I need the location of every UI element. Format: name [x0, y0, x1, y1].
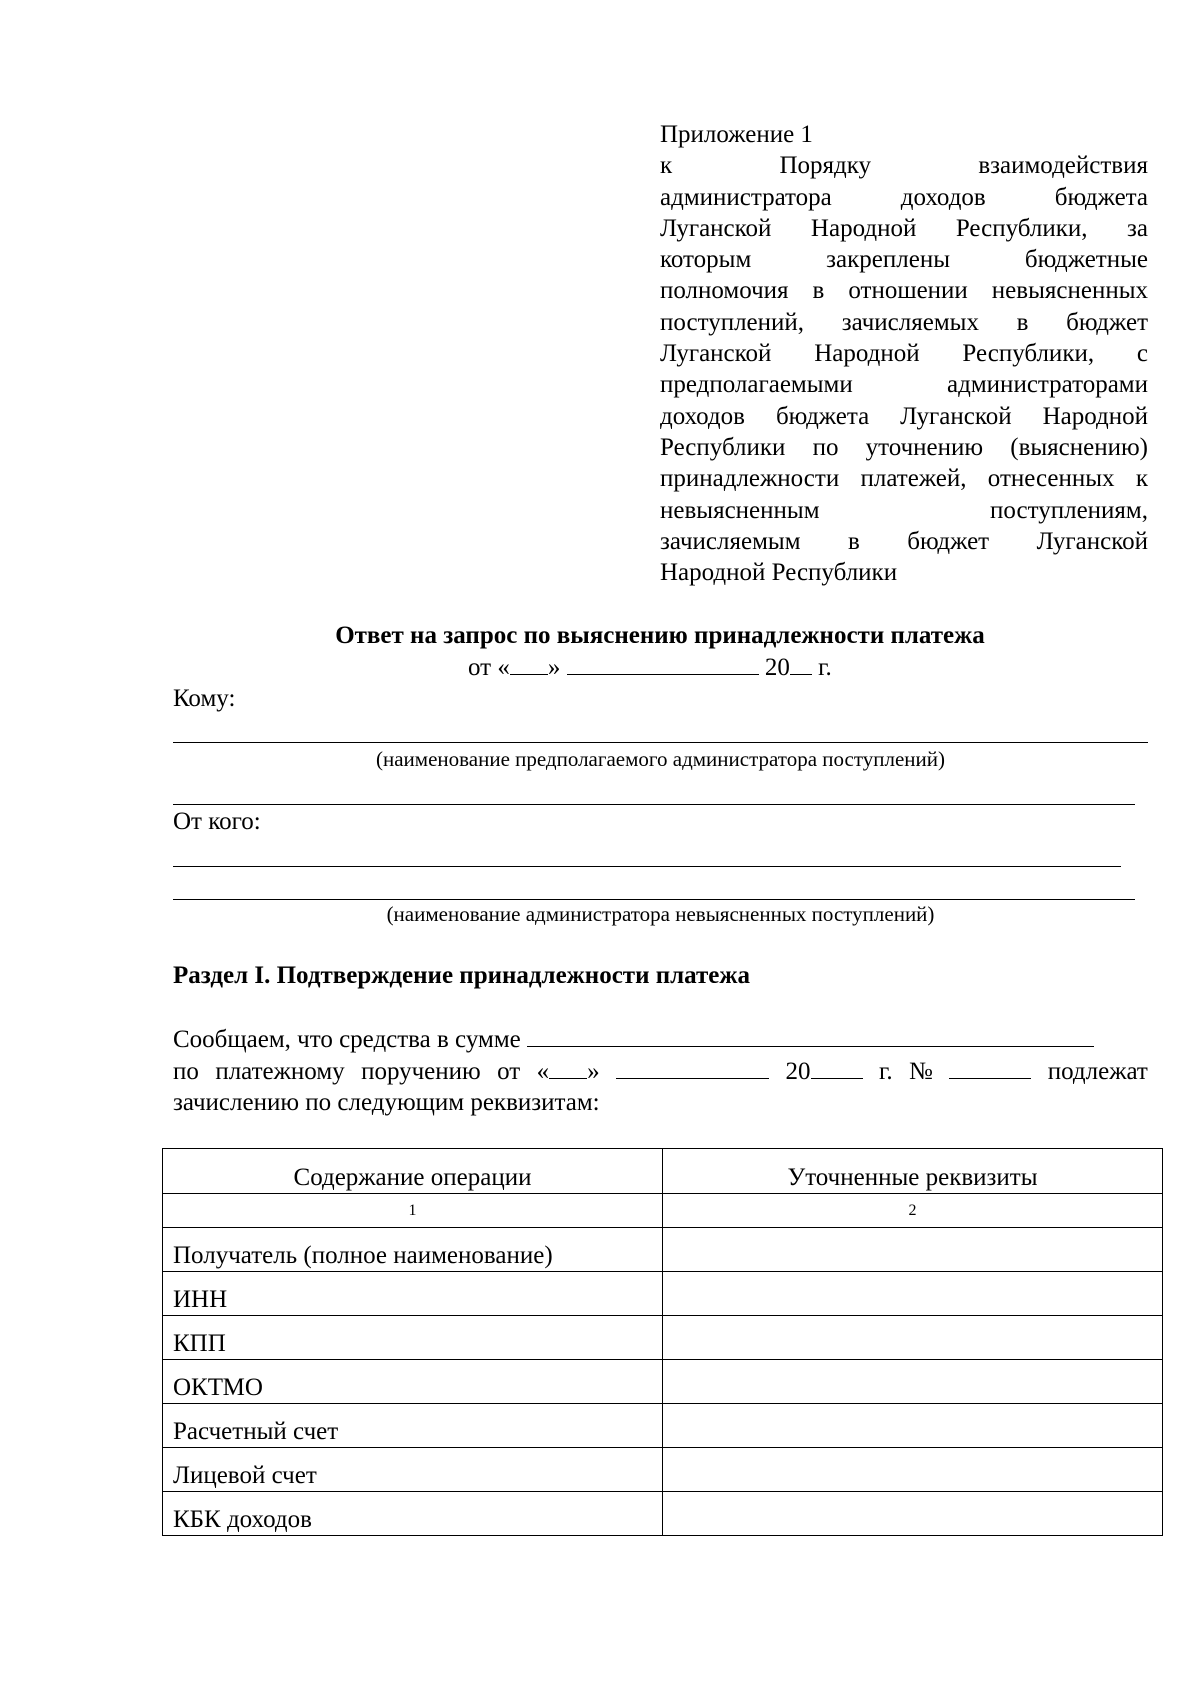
from-blank-line	[173, 866, 1121, 867]
word: г.	[878, 1058, 893, 1085]
row-value-cell[interactable]	[663, 1316, 1163, 1360]
amount-text: Сообщаем, что средства в сумме	[173, 1026, 521, 1053]
annex-line: поступлений, зачисляемых в бюджет	[660, 308, 1148, 336]
row-label: КПП	[163, 1316, 663, 1360]
amount-line	[173, 1024, 1094, 1056]
row-value-cell[interactable]	[663, 1492, 1163, 1536]
table-row	[163, 1492, 1163, 1536]
annex-line: администратора доходов бюджета	[660, 183, 1148, 211]
annex-line: зачисляемым в бюджет Луганской	[660, 527, 1148, 555]
table-header-row	[163, 1149, 1163, 1194]
day-blank	[549, 1056, 587, 1079]
year-prefix: 20	[785, 1058, 811, 1085]
table-row	[163, 1228, 1163, 1272]
day-blank	[510, 652, 548, 675]
open-quote: «	[536, 1058, 550, 1085]
column-number: 2	[663, 1194, 1163, 1228]
table-number-row	[163, 1194, 1163, 1228]
table-row	[163, 1404, 1163, 1448]
row-value-cell[interactable]	[663, 1228, 1163, 1272]
year-field	[786, 1056, 863, 1088]
table-row	[163, 1360, 1163, 1404]
annex-line: принадлежности платежей, отнесенных к	[660, 465, 1148, 493]
from-blank-line-2	[173, 899, 1135, 900]
row-value-cell[interactable]	[663, 1448, 1163, 1492]
header-operation: Содержание операции	[163, 1149, 663, 1194]
date-year: 20	[764, 654, 790, 681]
row-label: КБК доходов	[163, 1492, 663, 1536]
to-blank-line-2	[173, 804, 1135, 805]
date-suffix: г.	[818, 654, 832, 681]
annex-line: Республики по уточнению (выяснению)	[660, 433, 1148, 461]
word: поручению	[361, 1058, 481, 1085]
word: платежному	[215, 1058, 345, 1085]
annex-line: к Порядку взаимодействия	[660, 152, 1148, 180]
row-label: Получатель (полное наименование)	[163, 1228, 663, 1272]
annex-line: невыясненным поступлениям,	[660, 496, 1148, 524]
from-label: От кого:	[173, 808, 261, 835]
year-blank	[811, 1056, 863, 1079]
section-heading: Раздел I. Подтверждение принадлежности платежа	[173, 962, 751, 989]
row-value-cell[interactable]	[663, 1360, 1163, 1404]
table-row	[163, 1316, 1163, 1360]
day-field	[537, 1056, 600, 1088]
annex-line: Приложение 1	[660, 121, 813, 148]
annex-block	[660, 119, 1148, 588]
close-quote: »	[587, 1058, 600, 1085]
annex-line: предполагаемыми администраторами	[660, 371, 1148, 399]
annex-line: Луганской Народной Республики, с	[660, 340, 1148, 368]
annex-line: которым закреплены бюджетные	[660, 246, 1148, 274]
annex-line: Луганской Народной Республики, за	[660, 214, 1148, 242]
amount-blank	[527, 1024, 1094, 1047]
column-number: 1	[163, 1194, 663, 1228]
from-caption: (наименование администратора невыясненных поступлений)	[386, 902, 935, 926]
year-blank	[790, 652, 812, 675]
requisites-intro: зачислению по следующим реквизитам:	[173, 1089, 600, 1116]
annex-line: полномочия в отношении невыясненных	[660, 277, 1148, 305]
annex-line: доходов бюджета Луганской Народной	[660, 402, 1148, 430]
to-label: Кому:	[173, 685, 236, 712]
month-blank	[616, 1056, 769, 1079]
number-blank	[949, 1056, 1031, 1079]
word: по	[173, 1058, 199, 1085]
date-quote-close: »	[547, 654, 561, 681]
date-prefix: от «	[468, 654, 510, 681]
month-blank	[567, 652, 759, 675]
word: №	[909, 1058, 933, 1085]
date-line	[468, 652, 832, 684]
header-requisites: Уточненные реквизиты	[663, 1149, 1163, 1194]
row-label: Лицевой счет	[163, 1448, 663, 1492]
table-row	[163, 1272, 1163, 1316]
row-label: ОКТМО	[163, 1360, 663, 1404]
row-value-cell[interactable]	[663, 1404, 1163, 1448]
annex-line: Народной Республики	[660, 559, 898, 587]
word: от	[497, 1058, 521, 1085]
to-caption: (наименование предполагаемого администратора поступлений)	[376, 747, 945, 771]
word: подлежат	[1047, 1058, 1148, 1085]
payment-order-line	[173, 1056, 1148, 1088]
to-blank-line	[173, 742, 1148, 743]
row-value-cell[interactable]	[663, 1272, 1163, 1316]
table-row	[163, 1448, 1163, 1492]
document-title: Ответ на запрос по выяснению принадлежности платежа	[335, 622, 985, 649]
row-label: Расчетный счет	[163, 1404, 663, 1448]
requisites-table	[162, 1148, 1163, 1536]
row-label: ИНН	[163, 1272, 663, 1316]
